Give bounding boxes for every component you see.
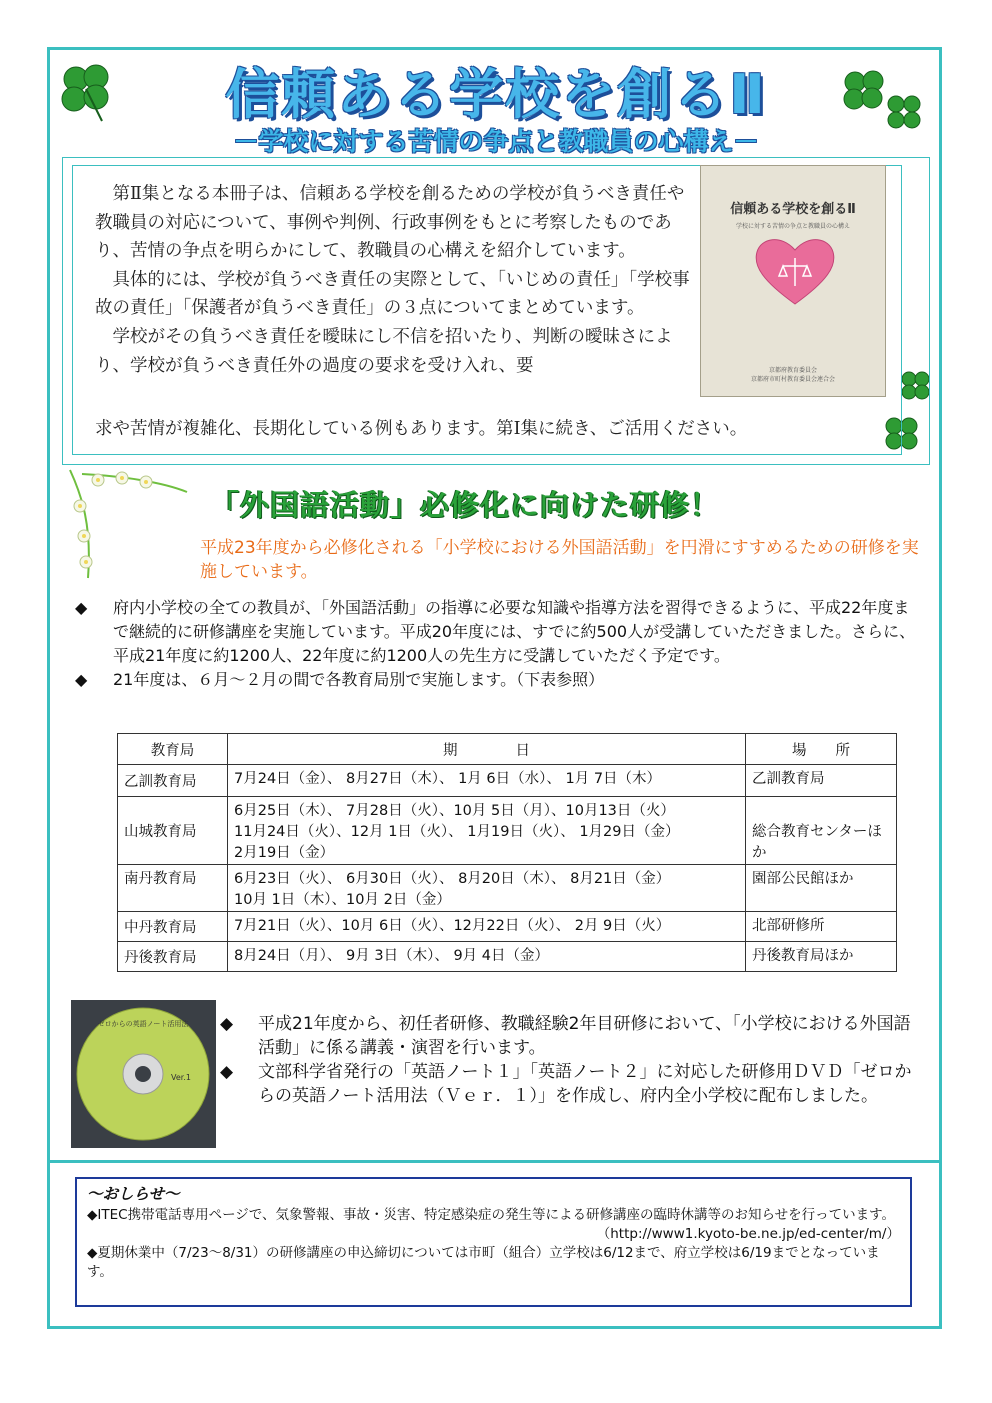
table-row	[118, 865, 897, 912]
intro-paragraph: 学校がその負うべき責任を曖昧にし不信を招いたり、判断の曖昧さにより、学校が負うべき責任外の過度の要求を受け入れ、要	[95, 326, 673, 376]
dates-cell: 7月24日（金）、 8月27日（木）、 1月 6日（水）、 1月 7日（木）	[228, 765, 746, 797]
office-cell: 南丹教育局	[118, 865, 228, 912]
intro-paragraph: 具体的には、学校が負うべき責任の実際として、「いじめの責任」「学校事故の責任」「保護者が負うべき責任」の３点についてまとめています。	[95, 269, 690, 319]
place-cell: 丹後教育局ほか	[746, 942, 897, 972]
booklet-cover-image	[700, 165, 886, 397]
notice-item: ◆ITEC携帯電話専用ページで、気象警報、事故・災害、特定感染症の発生等による研修講座の臨時休講等のお知らせを行っています。	[87, 1207, 896, 1223]
table-row	[118, 912, 897, 942]
table-row	[118, 942, 897, 972]
flower-decoration-icon	[62, 466, 192, 586]
dvd-image	[71, 1000, 216, 1148]
dates-cell: 8月24日（月）、 9月 3日（木）、 9月 4日（金）	[228, 942, 746, 972]
office-cell: 乙訓教育局	[118, 765, 228, 797]
bullet-item	[75, 596, 925, 668]
dates-cell: 7月21日（火）、10月 6日（火）、12月22日（火）、 2月 9日（火）	[228, 912, 746, 942]
schedule-table	[117, 733, 897, 972]
table-row	[118, 797, 897, 865]
intro-text	[95, 180, 693, 380]
disc-title-text: ゼロからの英語ノート活用法	[97, 1020, 189, 1028]
diamond-bullet-icon: ◆	[75, 670, 88, 689]
column-header: 教育局	[118, 734, 228, 765]
dvd-disc-icon	[71, 1000, 216, 1148]
table-row	[118, 765, 897, 797]
bullet-text: 21年度は、６月～２月の間で各教育局別で実施します。（下表参照）	[113, 670, 605, 689]
section-heading: 「外国語活動」必修化に向けた研修！	[210, 488, 721, 522]
bullet-text: 文部科学省発行の「英語ノート１」「英語ノート２」に対応した研修用ＤＶＤ「ゼロからの英語ノート活用法（Ｖｅｒ．１）」を作成し、府内全小学校に配布しました。	[258, 1062, 912, 1106]
column-header: 期 日	[228, 734, 746, 765]
office-cell: 丹後教育局	[118, 942, 228, 972]
notice-heading: ～おしらせ～	[87, 1185, 180, 1203]
bullet-text: 府内小学校の全ての教員が、「外国語活動」の指導に必要な知識や指導方法を習得できるように、平成22年度まで継続的に研修講座を実施しています。平成20年度には、すでに約500人が受講していただきました。さらに、平成21年度に約1200人、22年度に約1200人の先生方に受講していただく予定です。	[113, 598, 916, 665]
section-bullets	[75, 596, 925, 692]
bullet-item	[75, 668, 925, 692]
intro-last-line: 求や苦情が複雑化、長期化している例もあります。第Ⅰ集に続き、ご活用ください。	[95, 419, 748, 439]
diamond-bullet-icon: ◆	[75, 598, 88, 617]
diamond-bullet-icon: ◆	[220, 1014, 234, 1034]
column-header: 場 所	[746, 734, 897, 765]
booklet-publisher: 京都府教育委員会 京都府市町村教育委員会連合会	[750, 367, 835, 383]
bullet-item	[220, 1060, 920, 1108]
bullet-text: 平成21年度から、初任者研修、教職経験2年目研修において、「小学校における外国語活動」に係る講義・演習を行います。	[258, 1014, 911, 1058]
dvd-bullets	[220, 1012, 920, 1108]
section-divider	[47, 1160, 942, 1163]
page-title: 信頼ある学校を創るⅡ	[225, 63, 767, 126]
place-cell: 園部公民館ほか	[746, 865, 897, 912]
dates-cell: 6月25日（木）、 7月28日（火）、10月 5日（月）、10月13日（火） 11月24日（火）、12月 1日（火）、 1月19日（火）、 1月29日（金） 2月19日（金）	[228, 797, 746, 865]
bullet-item	[220, 1012, 920, 1060]
office-cell: 中丹教育局	[118, 912, 228, 942]
section-lead: 平成23年度から必修化される「小学校における外国語活動」を円滑にすすめるための研修を実施しています。	[200, 538, 919, 582]
dates-cell: 6月23日（火）、 6月30日（火）、 8月20日（木）、 8月21日（金） 10月 1日（木）、10月 2日（金）	[228, 865, 746, 912]
notice-url-link[interactable]: （http://www1.kyoto-be.ne.jp/ed-center/m/）	[596, 1226, 900, 1242]
intro-paragraph: 第Ⅱ集となる本冊子は、信頼ある学校を創るための学校が負うべき責任や教職員の対応について、事例や判例、行政事例をもとに考察したものであり、苦情の争点を明らかにして、教職員の心構えを紹介しています。	[95, 184, 685, 262]
diamond-bullet-icon: ◆	[220, 1062, 234, 1082]
booklet-subtitle: 学校に対する苦情の争点と教職員の心構え	[735, 223, 850, 230]
heart-icon	[753, 236, 837, 306]
place-cell: 北部研修所	[746, 912, 897, 942]
table-header-row	[118, 734, 897, 765]
page-subtitle: －学校に対する苦情の争点と教職員の心構え－	[233, 127, 759, 156]
place-cell: 乙訓教育局	[746, 765, 897, 797]
place-cell: 総合教育センターほか	[746, 797, 897, 865]
notice-item: ◆夏期休業中（7/23～8/31）の研修講座の申込締切については市町（組合）立学校は6/12まで、府立学校は6/19までとなっています。	[87, 1245, 880, 1280]
office-cell: 山城教育局	[118, 797, 228, 865]
disc-version-text: Ver.1	[171, 1073, 191, 1082]
notice-box	[75, 1177, 912, 1307]
booklet-title: 信頼ある学校を創るⅡ	[730, 202, 856, 217]
